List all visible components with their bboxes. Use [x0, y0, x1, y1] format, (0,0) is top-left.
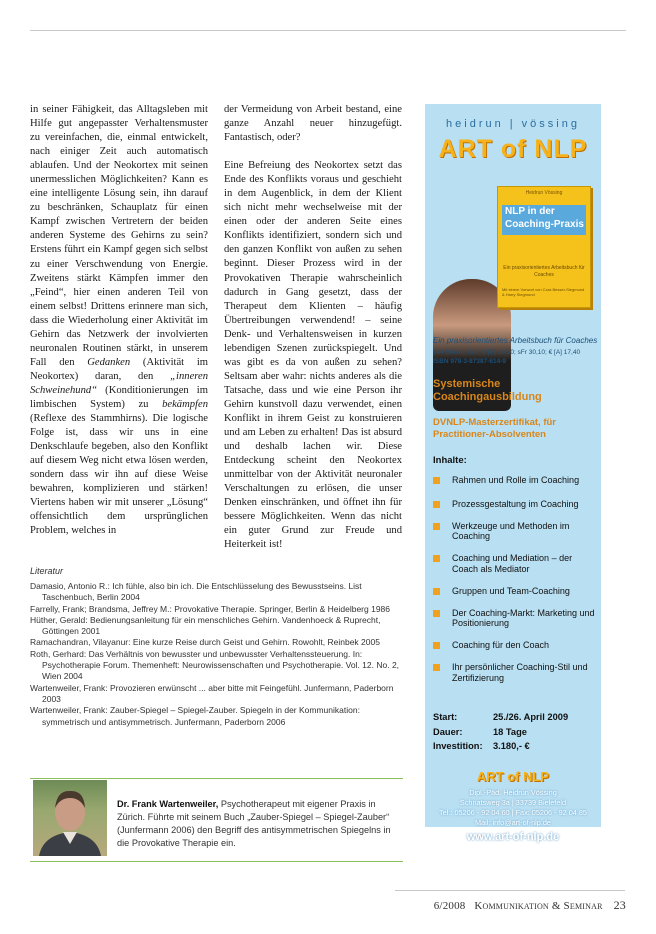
book-subtitle: Ein praxisorientiertes Arbeitsbuch für Coaches	[503, 265, 585, 278]
square-bullet-icon	[433, 555, 440, 562]
list-item: Prozessgestaltung im Coaching	[433, 499, 599, 510]
ad-brand-title: ART of NLP	[438, 135, 588, 163]
literature-item: Ramachandran, Vilayanur: Eine kurze Reise durch Geist und Gehirn. Rowohlt, Reinbek 2005	[30, 637, 380, 648]
book-author: Heidrun Vössing	[525, 190, 563, 196]
square-bullet-icon	[433, 642, 440, 649]
footer-rule	[395, 890, 625, 891]
article-paragraph: Eine Befreiung des Neokortex setzt das Ende des Konflikts voraus und geschieht in dem Augenblick, in dem der Klient sich nicht mehr wechselweise mit der einen oder der anderen Seite eines Konflikts identifiziert, sondern sich und den ganzen Konflikt von außen zu sehen beginnt. Dieser Prozess wird in der Provokativen Therapie wahrscheinlich dadurch in Gang gesetzt, dass der Therapeut dem Klienten – häufig Übertreibungen verwendend! – seine Denk- und Verhaltensweisen in kurzen lebendigen Szenen zurückspiegelt. Und was gibt es da von außen zu sehen? Seltsam aber wahr: nichts anderes als die Tatsache, dass und wie eine Person ihr Gehirn kunstvoll dazu verwendet, einen Konflikt in ihrem Geist zu konstruieren und am Leben zu erhalten! Das ist absurd und deshalb lachen wir. Diese Entdeckung scheint den Neokortex unmittelbar von der Aktivität neuronaler Verschaltungen zu erlösen, die unser Denken einschränken, und öffnet ihn für bessere Möglichkeiten. Wenn das nicht ein guter Grund zur Freude und Heiterkeit ist!	[224, 160, 402, 551]
ad-contents-label: Inhalte:	[433, 455, 467, 466]
fact-row-duration: Dauer: 18 Tage	[433, 726, 527, 737]
ad-course-facts	[433, 710, 599, 754]
book-title: NLP in der Coaching-Praxis	[502, 205, 586, 235]
square-bullet-icon	[433, 664, 440, 671]
article-paragraph: in seiner Fähigkeit, das Alltagsleben mit Hilfe gut angepasster Verhaltensmuster zu vereinfachen, die, einmal entwickelt, nach einiger Zeit auch automatisch ablaufen. Und der Neokortex mit seinen unermesslichen Möglichkeiten? Kann es eine intelligente Lösung sein, ihn darauf zu beschränken, Schauplatz für einen Kampf zwischen Vertretern der beiden anderen Systeme des Gehirns zu sein? Erstens führt ein Kampf gegen sich selbst zu einer Verschwendung von Energie. Zweitens stärkt Kämpfen immer den „Feind“, hier einen anderen Teil von einem selbst! Drittens erinnere man sich, dass die Wiederholung einer Aktivität im Gehirn das Netzwerk der involvierten neuronalen Routinen stärkt, in unserem Fall den Gedanken (Aktivität im Neokortex) daran, den „inneren Schweinehund“ (Konditionierungen im limbischen System) zu bekämpfen (Reflexe des Stammhirns). Die logische Folge ist, dass wir uns in eine Denkschlaufe begeben, also den Konflikt auf diesem Weg nicht etwa lösen werden, sondern dass wir ihn auf diese Weise bewahren, komplizieren und stärken! Viertens haben wir mit unserer „Lösung“ offensichtlich dem ursprünglichen Problem, welches in	[30, 104, 209, 537]
square-bullet-icon	[433, 477, 440, 484]
list-item: Ihr persönlicher Coaching-Stil und Zertifizierung	[433, 662, 599, 684]
magazine-name: Kommunikation & Seminar	[474, 900, 603, 912]
book-foreword: Mit einem Vorwort von Cora Besser-Siegmund & Harry Siegmund	[502, 287, 585, 297]
top-rule	[30, 30, 626, 31]
literature-heading: Literatur	[30, 566, 64, 576]
page-number: 23	[613, 898, 626, 912]
square-bullet-icon	[433, 501, 440, 508]
literature-item: Hüther, Gerald: Bedienungsanleitung für ein menschliches Gehirn. Vandenhoeck & Ruprecht, Göttingen 2001	[30, 614, 381, 637]
ad-heading-certificate: DVNLP-Masterzertifikat, für Practitioner-Absolventen	[433, 417, 556, 440]
ad-tagline: Ein praxisorientiertes Arbeitsbuch für Coaches	[433, 336, 598, 345]
ad-logo-bottom: ART of NLP	[476, 769, 550, 784]
list-item: Gruppen und Team-Coaching	[433, 586, 599, 597]
ad-heading-training: Systemische Coachingausbildung	[433, 378, 542, 403]
advertisement	[425, 104, 601, 843]
book-details: 144 Seiten, kart. € [D] 16,90; sFr 30,10; € [A] 17,40 ISBN 978-3-87387-614-9	[433, 349, 599, 366]
page-footer	[382, 898, 626, 913]
issue-number: 6/2008	[433, 900, 466, 912]
literature-list	[30, 581, 405, 728]
fact-row-price: Investition: 3.180,- €	[433, 741, 530, 751]
list-item: Der Coaching-Markt: Marketing und Positionierung	[433, 608, 599, 630]
ad-contact-block: Dipl.-Päd. Heidrun Vössing Schnatsweg 3a | 33739 Bielefeld Tel.: 05206 - 92 04 60 | Fax: 05206 - 92 04 85 Mail: info@art-of-nlp.de	[439, 788, 587, 827]
literature-item: Wartenweiler, Frank: Provozieren erwünscht ... aber bitte mit Feingefühl. Junfermann, Paderborn 2003	[30, 682, 394, 704]
author-bio: Dr. Frank Wartenweiler, Psychotherapeut mit eigener Praxis in Zürich. Führte mit seinem Buch „Zauber-Spiegel – Spiegel-Zauber“ (Junfermann 2006) den Begriff des antisymmetrischen Spiegelns in die Provokative Therapie ein.	[117, 799, 391, 848]
literature-item: Roth, Gerhard: Das Verhältnis von bewusster und unbewusster Verhaltenssteuerung. In: Psychotherapie Forum. Themenheft: Neurowissenschaften und Psychotherapie. Vol. 12. No. 2, Wien 2004	[30, 648, 400, 682]
article-column-right	[224, 103, 402, 552]
list-item: Coaching und Mediation – der Coach als Mediator	[433, 553, 599, 575]
ad-author-name: heidrun | vössing	[446, 118, 580, 130]
literature-item: Farrelly, Frank; Brandsma, Jeffrey M.: Provokative Therapie. Springer, Berlin & Heidelberg 1986	[30, 603, 390, 614]
article-paragraph: der Vermeidung von Arbeit bestand, eine ganze Anzahl neuer hinzugefügt. Fantastisch, oder?	[224, 104, 402, 144]
square-bullet-icon	[433, 588, 440, 595]
literature-item: Wartenweiler, Frank: Zauber-Spiegel – Spiegel-Zauber. Spiegeln in der Kommunikation: symmetrisch und antisymmetrisch. Junfermann, Paderborn 2006	[30, 705, 360, 727]
ad-website-link[interactable]: www.art-of-nlp.de	[466, 831, 560, 843]
bio-rule-bottom	[30, 861, 403, 862]
article-column-left	[30, 103, 208, 538]
square-bullet-icon	[433, 523, 440, 530]
list-item: Werkzeuge und Methoden im Coaching	[433, 521, 599, 543]
bio-rule-top	[30, 778, 403, 779]
list-item: Coaching für den Coach	[433, 640, 599, 651]
ad-topic-list	[433, 475, 599, 695]
list-item: Rahmen und Rolle im Coaching	[433, 475, 599, 486]
book-cover	[497, 186, 591, 308]
book-isbn: ISBN 978-3-87387-614-9	[433, 357, 506, 365]
literature-item: Damasio, Antonio R.: Ich fühle, also bin ich. Die Entschlüsselung des Bewusstseins. List Taschenbuch, Berlin 2004	[30, 581, 362, 603]
author-name: Dr. Frank Wartenweiler,	[117, 799, 219, 809]
square-bullet-icon	[433, 610, 440, 617]
fact-row-start: Start: 25./26. April 2009	[433, 712, 569, 722]
author-photo	[33, 780, 107, 856]
